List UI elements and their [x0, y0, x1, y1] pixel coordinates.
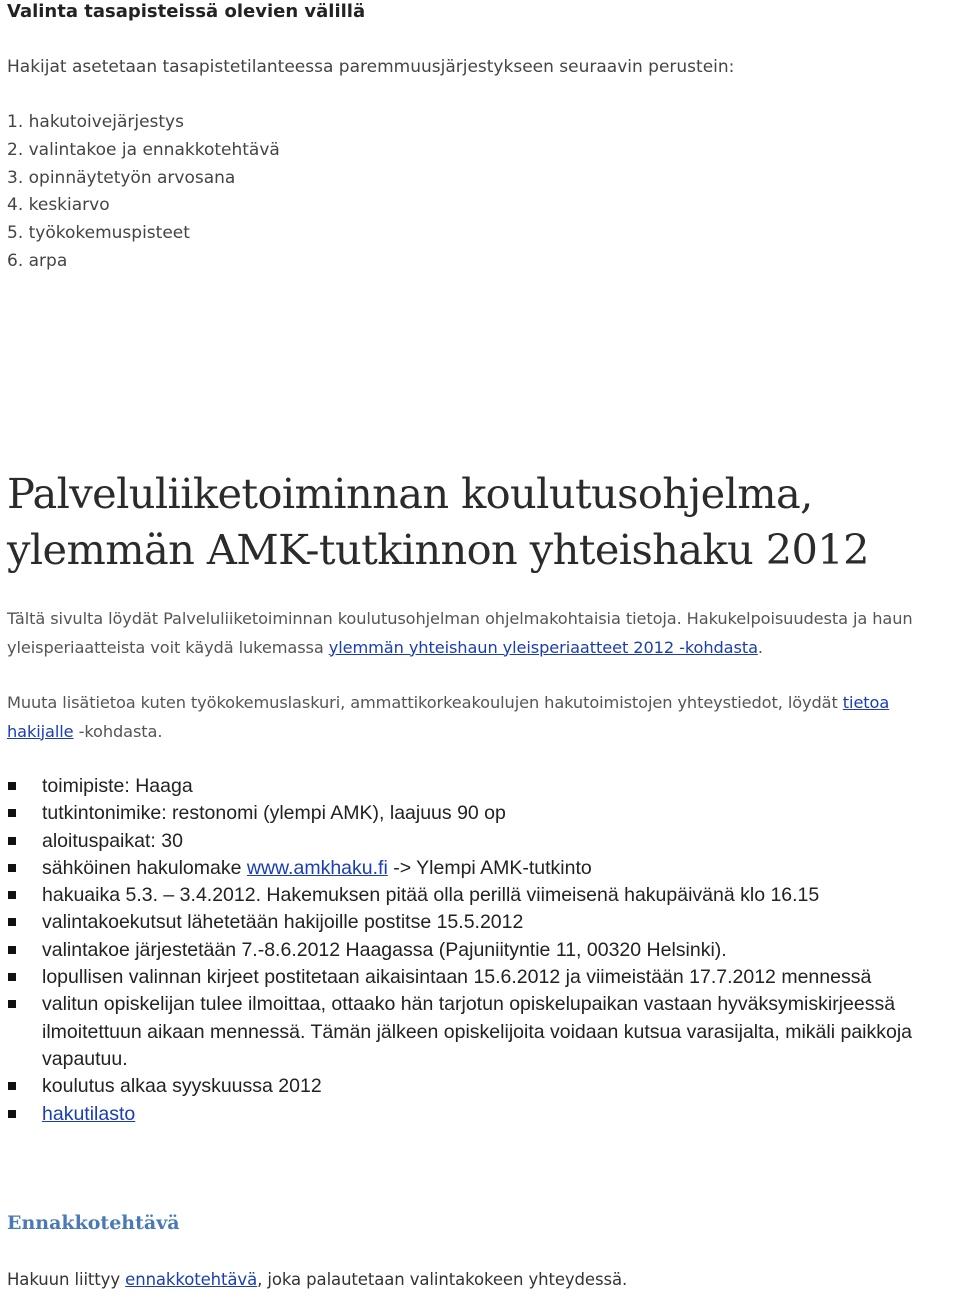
general-principles-link[interactable]: ylemmän yhteishaun yleisperiaatteet 2012 -kohdasta	[328, 637, 758, 657]
criteria-item: 5. työkokemuspisteet	[7, 223, 190, 244]
info-item-confirm	[7, 991, 959, 1073]
info-text: valintakoekutsut lähetetään hakijoille postitse 15.5.2012	[42, 911, 524, 934]
amkhaku-link[interactable]: www.amkhaku.fi	[246, 856, 388, 879]
intro-text: Tältä sivulta löydät Palveluliiketoiminnan koulutusohjelman ohjelmakohtaisia tietoja. Hakukelpoisuudesta ja haun yleisperiaatteista voit käydä lukemassa	[7, 609, 913, 657]
application-stats-link[interactable]: hakutilasto	[42, 1102, 136, 1125]
info-item-degree	[7, 800, 959, 827]
square-bullet-icon	[8, 864, 16, 872]
info-item-places	[7, 828, 959, 855]
info-item-stats	[7, 1101, 959, 1128]
info-item-location	[7, 773, 959, 800]
title-line-2: ylemmän AMK-tutkinnon yhteishaku 2012	[7, 525, 869, 574]
square-bullet-icon	[8, 891, 16, 899]
intro-text-end: .	[757, 637, 763, 657]
square-bullet-icon	[8, 782, 16, 790]
info-text: valintakoe järjestetään 7.-8.6.2012 Haagassa (Pajuniityntie 11, 00320 Helsinki).	[42, 938, 727, 961]
square-bullet-icon	[8, 837, 16, 845]
info-text: tutkintonimike: restonomi (ylempi AMK), laajuus 90 op	[42, 802, 506, 825]
info-text: lopullisen valinnan kirjeet postitetaan aikaisintaan 15.6.2012 ja viimeistään 17.7.2012 mennessä	[42, 966, 872, 989]
info-text: toimipiste: Haaga	[42, 775, 193, 797]
preassignment-text: Hakuun liittyy	[7, 1270, 126, 1289]
info-text: valitun opiskelijan tulee ilmoittaa, ottaako hän tarjotun opiskelupaikan vastaan hyväksymiskirjeessä ilmoitettuun aikaan mennessä. Tämän jälkeen opiskelijoita voidaan kutsua varasijalta, mikäli paikkoja vapautuu.	[42, 993, 913, 1070]
applicant-info-link[interactable]: tietoa hakijalle	[7, 693, 890, 741]
info-item-invites	[7, 909, 959, 936]
intro-paragraph	[7, 605, 959, 662]
tiebreak-heading: Valinta tasapisteissä olevien välillä	[7, 1, 366, 22]
preassignment-link[interactable]: ennakkotehtävä	[125, 1270, 258, 1289]
square-bullet-icon	[8, 1082, 16, 1090]
criteria-item: 4. keskiarvo	[7, 195, 110, 216]
more-info-text-end: -kohdasta.	[73, 721, 163, 741]
info-text: koulutus alkaa syyskuussa 2012	[42, 1075, 322, 1098]
square-bullet-icon	[8, 973, 16, 981]
more-info-paragraph	[7, 689, 959, 746]
square-bullet-icon	[8, 918, 16, 926]
more-info-text: Muuta lisätietoa kuten työkokemuslaskuri, ammattikorkeakoulujen hakutoimistojen yhteystiedot, löydät	[7, 693, 843, 712]
info-text: sähköinen hakulomake	[42, 856, 247, 879]
program-info-list	[7, 773, 959, 1128]
square-bullet-icon	[8, 809, 16, 817]
info-text: aloituspaikat: 30	[42, 829, 183, 852]
page-title	[7, 466, 957, 578]
tiebreak-criteria-list	[7, 109, 280, 276]
criteria-item: 1. hakutoivejärjestys	[7, 112, 184, 132]
info-text: -> Ylempi AMK-tutkinto	[387, 856, 592, 879]
title-line-1: Palveluliiketoiminnan koulutusohjelma,	[7, 469, 813, 518]
preassignment-paragraph	[7, 1266, 959, 1295]
preassignment-heading: Ennakkotehtävä	[7, 1212, 180, 1234]
info-text: hakuaika 5.3. – 3.4.2012. Hakemuksen pitää olla perillä viimeisenä hakupäivänä klo 16.15	[42, 884, 820, 907]
info-item-start	[7, 1073, 959, 1100]
square-bullet-icon	[8, 1110, 16, 1118]
tiebreak-intro: Hakijat asetetaan tasapistetilanteessa paremmuusjärjestykseen seuraavin perustein:	[7, 57, 735, 77]
info-item-form	[7, 855, 959, 882]
square-bullet-icon	[8, 1000, 16, 1008]
info-item-exam	[7, 937, 959, 964]
square-bullet-icon	[8, 946, 16, 954]
preassignment-text-end: , joka palautetaan valintakokeen yhteydessä.	[257, 1270, 628, 1289]
info-item-period	[7, 882, 959, 909]
criteria-item: 2. valintakoe ja ennakkotehtävä	[7, 139, 280, 160]
criteria-item: 3. opinnäytetyön arvosana	[7, 167, 236, 188]
criteria-item: 6. arpa	[7, 250, 68, 271]
info-item-letters	[7, 964, 959, 991]
